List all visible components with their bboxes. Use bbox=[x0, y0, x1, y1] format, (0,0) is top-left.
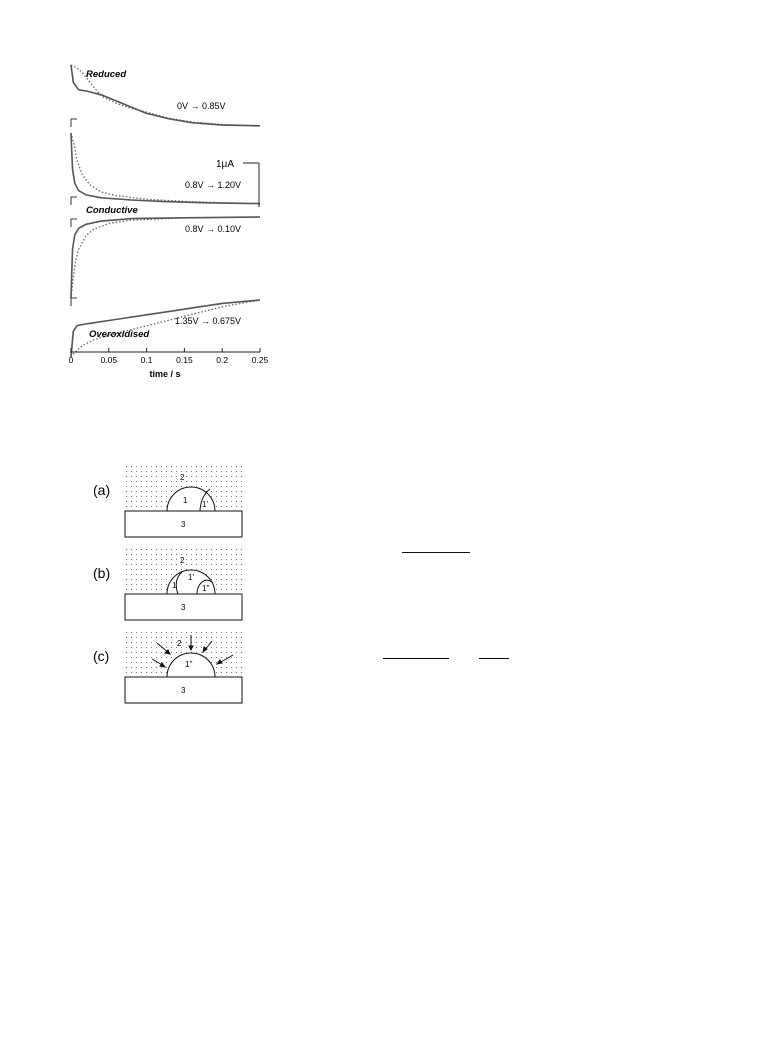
panel-bracket bbox=[71, 197, 77, 205]
panel-label: (b) bbox=[93, 565, 111, 581]
region-1-prime: 1' bbox=[188, 573, 194, 582]
region-3: 3 bbox=[181, 686, 186, 695]
region-1-prime: 1' bbox=[202, 500, 208, 509]
panel-label: (c) bbox=[93, 648, 110, 664]
panel-state-label: Conductive bbox=[86, 205, 138, 216]
x-tick-label: 0.1 bbox=[140, 355, 153, 365]
panel-step-label: 1.35V → 0.675V bbox=[175, 316, 242, 326]
panel-bracket bbox=[71, 219, 77, 227]
panel-bracket bbox=[71, 119, 77, 127]
region-3: 3 bbox=[181, 520, 186, 529]
panel-step-label: 0V → 0.85V bbox=[177, 101, 226, 111]
panel-state-label: Overoxidised bbox=[89, 329, 150, 340]
x-tick-label: 0.15 bbox=[176, 355, 193, 365]
schematic-figure bbox=[85, 455, 265, 715]
x-tick-label: 0.2 bbox=[216, 355, 229, 365]
region-1-double-prime: 1'' bbox=[202, 584, 210, 593]
scale-bar-label: 1μA bbox=[216, 159, 234, 170]
transient-chart bbox=[55, 55, 285, 395]
x-tick-label: 0.05 bbox=[100, 355, 118, 365]
schematic-panel-b bbox=[93, 548, 242, 620]
fraction-bar bbox=[383, 658, 449, 659]
x-tick-label: 0 bbox=[68, 355, 74, 365]
x-axis-label: time / s bbox=[149, 369, 181, 379]
region-1: 1 bbox=[183, 496, 188, 505]
region-3: 3 bbox=[181, 603, 186, 612]
panel-state-label: Reduced bbox=[86, 69, 127, 80]
transient-figure bbox=[55, 55, 285, 395]
region-2: 2 bbox=[180, 556, 185, 565]
region-2: 2 bbox=[177, 639, 182, 648]
panel-label: (a) bbox=[93, 482, 111, 498]
schematic-panel-a bbox=[93, 465, 242, 537]
region-2: 2 bbox=[180, 473, 185, 482]
panel-step-label: 0.8V → 1.20V bbox=[185, 180, 242, 190]
x-tick-label: 0.25 bbox=[251, 355, 269, 365]
region-1: 1 bbox=[172, 581, 177, 590]
panel-bracket bbox=[71, 298, 77, 306]
fraction-bar bbox=[479, 658, 509, 659]
schematic-panel-c bbox=[93, 631, 242, 703]
fraction-bar bbox=[402, 552, 470, 553]
panel-step-label: 0.8V → 0.10V bbox=[185, 224, 242, 234]
schematic-svg bbox=[85, 455, 265, 715]
region-1-double-prime: 1'' bbox=[185, 660, 193, 669]
